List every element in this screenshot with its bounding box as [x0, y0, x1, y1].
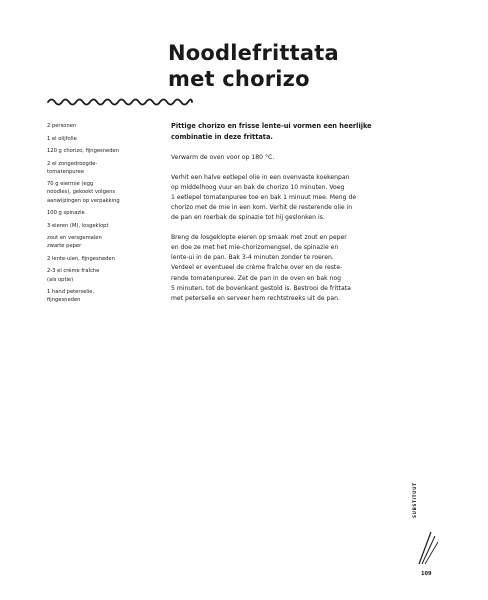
ingredient-line: tomatenpuree: [47, 168, 84, 175]
ingredient-line: (als optie): [47, 276, 74, 283]
intro-line: Pittige chorizo en frisse lente-ui vormen een heerlijke: [171, 122, 372, 130]
section-label: SUBSTITUUT: [412, 482, 417, 518]
method-line: chorizo met de mie in een kom. Verhit de resterende olie in: [171, 203, 353, 211]
method-line: 1 eetlepel tomatenpuree toe en bak 1 minuut mee. Meng de: [171, 193, 357, 201]
ingredient-item: [47, 180, 152, 205]
ingredient-line: noodles), gekookt volgens: [47, 189, 116, 196]
ingredient-item: [47, 160, 152, 176]
ingredient-item: [47, 288, 152, 304]
wavy-divider-icon: [47, 96, 193, 108]
method-line: rende tomatenpuree. Zet de pan in de oven en bak nog: [171, 274, 342, 282]
recipe-title-line: met chorizo: [168, 67, 310, 91]
method-paragraph: [171, 233, 433, 304]
ingredient-line: 1 hand peterselie,: [47, 289, 95, 296]
method-section: [171, 121, 433, 314]
ingredient-line: 100 g spinazie: [47, 210, 85, 217]
ingredient-line: 2 lente-uien, fijngesneden: [47, 255, 115, 262]
ingredient-line: 1 el olijfolie: [47, 135, 77, 142]
ingredient-line: zwarte peper: [47, 243, 82, 250]
ingredient-item: [47, 267, 152, 283]
recipe-intro: [171, 121, 433, 143]
ingredient-line: 2 el zongedroogde-: [47, 160, 98, 167]
method-line: Verwarm de oven voor op 180 °C.: [171, 153, 275, 161]
ingredient-item: [47, 234, 152, 250]
ingredient-list: [47, 122, 152, 309]
section-tab-icon: [417, 528, 439, 566]
method-line: Breng de losgeklopte eieren op smaak met zout en peper: [171, 234, 347, 242]
ingredient-item: [47, 222, 152, 230]
method-line: lente-ui in de pan. Bak 3-4 minuten zonder te roeren.: [171, 254, 334, 262]
ingredient-line: fijngesneden: [47, 297, 81, 304]
ingredient-item: [47, 135, 152, 143]
method-line: Verhit een halve eetlepel olie in een ovenvaste koekenpan: [171, 173, 350, 181]
ingredient-item: [47, 122, 152, 130]
method-line: en doe ze met het mie-chorizomengsel, de spinazie en: [171, 244, 339, 252]
intro-line: combinatie in deze frittata.: [171, 132, 273, 141]
ingredient-item: [47, 147, 152, 155]
method-paragraph: [171, 153, 433, 163]
ingredient-item: [47, 209, 152, 217]
ingredient-item: [47, 255, 152, 263]
ingredient-line: zout en versgemalen: [47, 235, 102, 242]
ingredient-line: 2 personen: [47, 123, 77, 129]
method-line: de pan en roerbak de spinazie tot hij geslonken is.: [171, 214, 325, 222]
method-line: op middelhoog vuur en bak de chorizo 10 minuten. Voeg: [171, 183, 345, 191]
recipe-title: [168, 40, 339, 92]
ingredient-line: 3 eieren (M), losgeklopt: [47, 222, 109, 229]
ingredient-line: 2-3 el crème fraîche: [47, 268, 100, 275]
recipe-title-line: Noodlefrittata: [168, 41, 339, 65]
ingredient-line: aanwijzingen op verpakking: [47, 197, 120, 204]
ingredient-line: 120 g chorizo, fijngesneden: [47, 148, 120, 154]
method-line: 5 minuten, tot de bovenkant gestold is. Bestrooi de frittata: [171, 284, 351, 292]
method-line: Verdeel er eventueel de crème fraîche over en de reste-: [171, 264, 343, 272]
method-line: met peterselie en serveer hem rechtstreeks uit de pan.: [171, 294, 340, 302]
page-number: 109: [421, 571, 432, 577]
ingredient-line: 70 g eiermie (egg: [47, 181, 94, 188]
method-paragraph: [171, 173, 433, 223]
